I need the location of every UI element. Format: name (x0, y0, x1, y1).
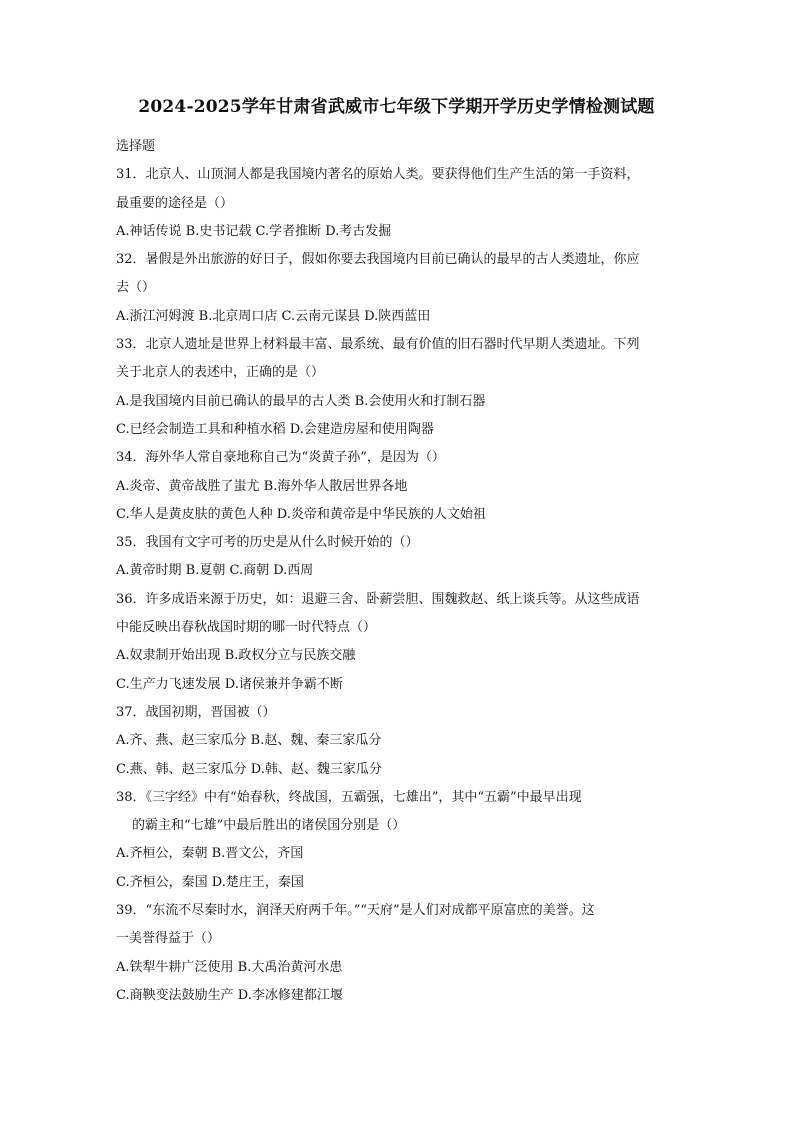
question-37-text: 37．战国初期，晋国被（） (116, 704, 276, 720)
question-37-options-cd: C.燕、韩、赵三家瓜分 D.韩、赵、魏三家瓜分 (116, 761, 382, 777)
question-39-text: 39．“东流不尽秦时水，润泽天府两千年。”“天府”是人们对成都平原富庶的美誉。这 (116, 903, 595, 919)
question-34-options-cd: C.华人是黄皮肤的黄色人种 D.炎帝和黄帝是中华民族的人文始祖 (116, 506, 486, 522)
question-33-options-cd: C.已经会制造工具和种植水稻 D.会建造房屋和使用陶器 (116, 421, 434, 437)
question-list (116, 133, 696, 1010)
question-31-text: 31．北京人、山顶洞人都是我国境内著名的原始人类。要获得他们生产生活的第一手资料， (116, 167, 640, 183)
question-33-text-cont: 关于北京人的表述中，正确的是（） (116, 365, 325, 381)
question-34-options-ab: A.炎帝、黄帝战胜了蚩尤 B.海外华人散居世界各地 (116, 478, 408, 494)
question-32-text-cont: 去（） (116, 280, 156, 296)
question-31-text-cont: 最重要的途径是（） (116, 195, 234, 211)
question-36-options-ab: A.奴隶制开始出现 B.政权分立与民族交融 (116, 648, 356, 664)
question-38-text: 38．《三字经》中有“始春秋，终战国，五霸强，七雄出”，其中“五霸”中最早出现 (116, 789, 582, 805)
question-31-options: A.神话传说 B.史书记载 C.学者推断 D.考古发掘 (116, 223, 392, 239)
question-36-text: 36．许多成语来源于历史，如：退避三舍、卧薪尝胆、围魏救赵、纸上谈兵等。从这些成语 (116, 591, 640, 607)
question-35-options: A.黄帝时期 B.夏朝 C.商朝 D.西周 (116, 563, 314, 579)
question-34-text: 34．海外华人常自豪地称自己为“炎黄子孙”，是因为（） (116, 450, 445, 466)
question-38-options-ab: A.齐桓公，秦朝 B.晋文公，齐国 (116, 846, 304, 862)
question-39-options-ab: A.铁犁牛耕广泛使用 B.大禹治黄河水患 (116, 959, 343, 975)
question-38-options-cd: C.齐桓公，秦国 D.楚庄王，秦国 (116, 874, 304, 890)
question-33-options-ab: A.是我国境内目前已确认的最早的古人类 B.会使用火和打制石器 (116, 393, 486, 409)
question-38-text-cont: 的霸主和“七雄”中最后胜出的诸侯国分别是（） (132, 818, 406, 834)
question-36-options-cd: C.生产力飞速发展 D.诸侯兼并争霸不断 (116, 676, 343, 692)
question-32-options: A.浙江河姆渡 B.北京周口店 C.云南元谋县 D.陕西蓝田 (116, 308, 431, 324)
question-37-options-ab: A.齐、燕、赵三家瓜分 B.赵、魏、秦三家瓜分 (116, 733, 382, 749)
page-title: 2024-2025学年甘肃省武威市七年级下学期开学历史学情检测试题 (138, 97, 655, 117)
question-32-text: 32．暑假是外出旅游的好日子，假如你要去我国境内目前已确认的最早的古人类遗址，你应 (116, 252, 640, 268)
section-heading: 选择题 (116, 139, 156, 154)
question-39-text-cont: 一美誉得益于（） (116, 931, 221, 947)
question-35-text: 35．我国有文字可考的历史是从什么时候开始的（） (116, 535, 419, 551)
question-33-text: 33．北京人遗址是世界上材料最丰富、最系统、最有价值的旧石器时代早期人类遗址。下列 (116, 337, 640, 353)
question-39-options-cd: C.商鞅变法鼓励生产 D.李冰修建都江堰 (116, 987, 343, 1003)
question-36-text-cont: 中能反映出春秋战国时期的哪一时代特点（） (116, 620, 377, 636)
